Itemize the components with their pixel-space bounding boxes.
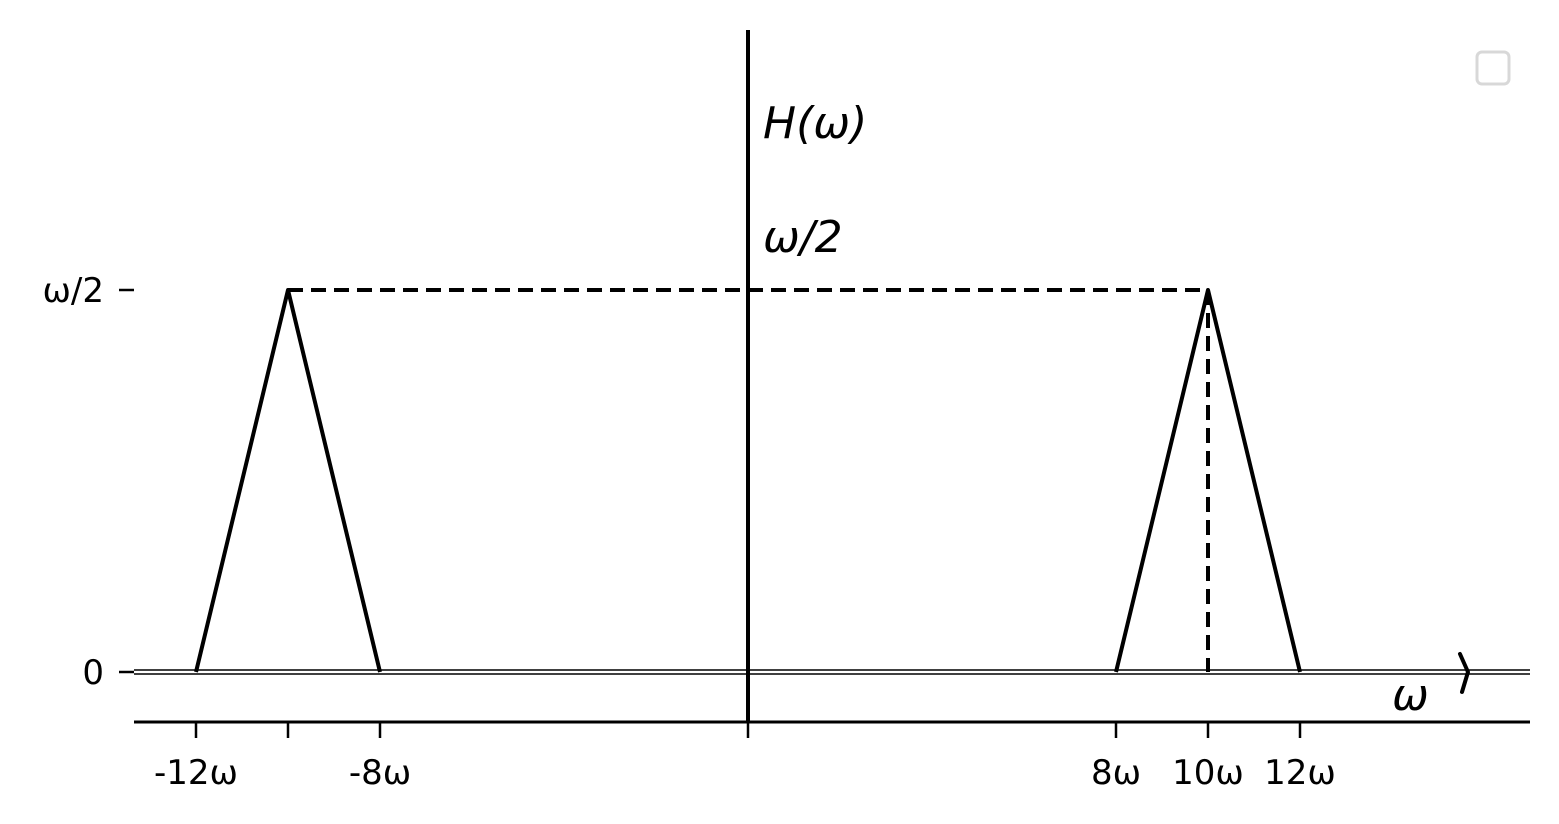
- x-tick-label: 8ω: [1090, 753, 1142, 793]
- x-tick-label: 12ω: [1264, 753, 1336, 793]
- y-tick-label: ω/2: [42, 271, 104, 311]
- x-tick-label: -8ω: [348, 753, 412, 793]
- legend-box: [1477, 52, 1509, 84]
- y-tick-label: 0: [82, 653, 104, 693]
- ticks: [42, 271, 1335, 793]
- annotation-h-omega: H(ω): [763, 98, 868, 149]
- x-tick-label: 10ω: [1172, 753, 1244, 793]
- annotation-omega: ω: [1392, 670, 1429, 721]
- axis-arrowhead: [1460, 654, 1468, 692]
- x-tick-label: -12ω: [153, 753, 239, 793]
- annotation-omega-half: ω/2: [763, 212, 843, 263]
- series-left-triangle: [196, 290, 380, 672]
